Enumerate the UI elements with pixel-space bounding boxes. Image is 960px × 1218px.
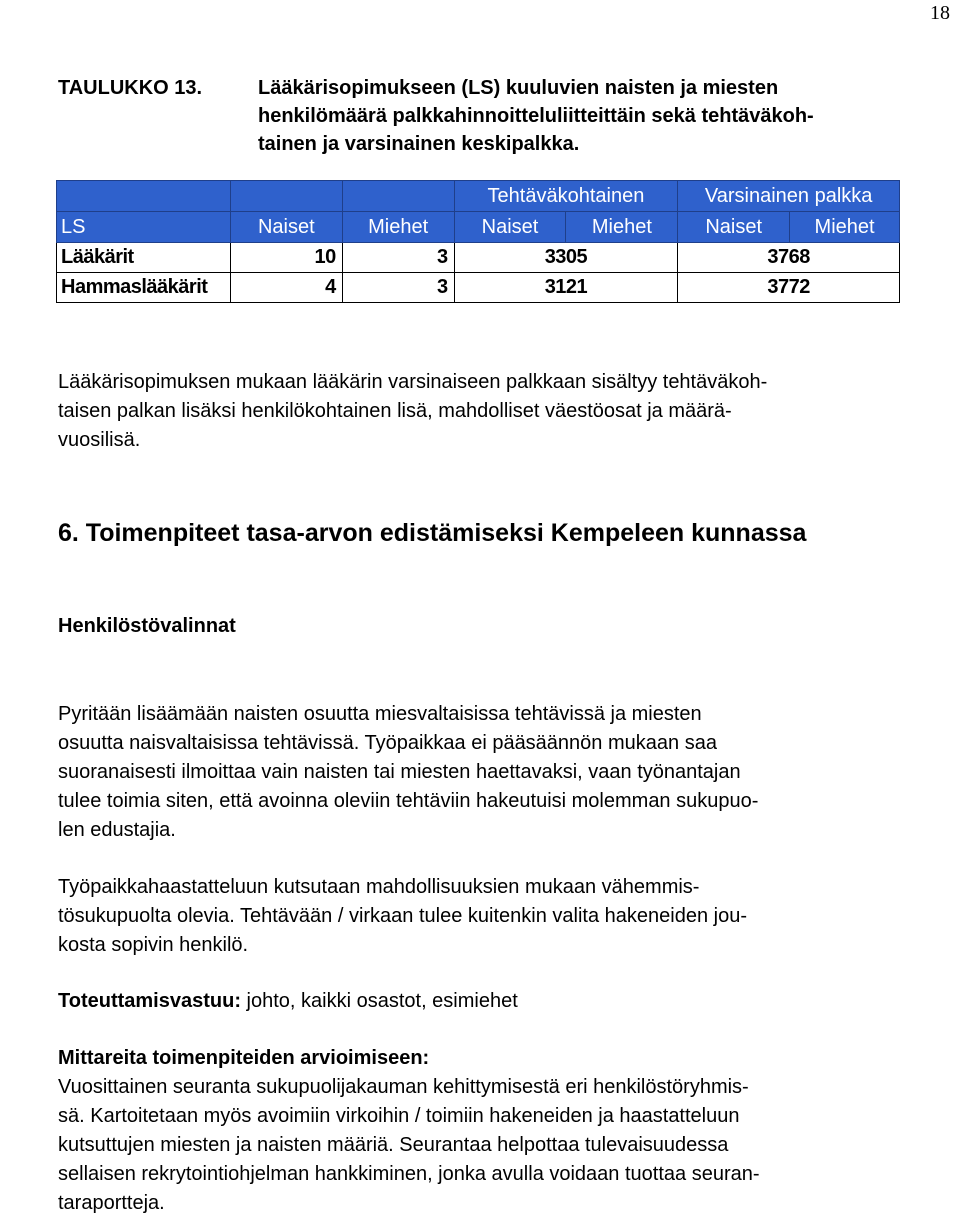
text-line: sellaisen rekrytointiohjelman hankkiminen, jonka avulla voidaan tuottaa seuran- (58, 1163, 760, 1185)
header-cell: Miehet (790, 212, 900, 243)
table-row (57, 273, 900, 303)
header-cell: Miehet (566, 212, 678, 243)
row-name: Lääkärit (57, 243, 231, 273)
section-heading: 6. Toimenpiteet tasa-arvon edistämiseksi Kempeleen kunnassa (58, 519, 807, 547)
text-line: Vuosittainen seuranta sukupuolijakauman kehittymisestä eri henkilöstöryhmis- (58, 1076, 749, 1098)
header-group-varsinainen: Varsinainen palkka (678, 181, 900, 212)
header-cell (230, 181, 342, 212)
table-row (57, 243, 900, 273)
measures (58, 1044, 938, 1218)
caption-label: TAULUKKO 13. (58, 77, 203, 99)
text-line: tulee toimia siten, että avoinna oleviin tehtäviin hakeutuisi molemman sukupuo- (58, 790, 759, 812)
cell-tehtavakohtainen: 3305 (454, 243, 678, 273)
cell-varsinainen: 3772 (678, 273, 900, 303)
responsibility-text: johto, kaikki osastot, esimiehet (240, 990, 518, 1012)
subheading: Henkilöstövalinnat (58, 615, 236, 637)
text-line: osuutta naisvaltaisissa tehtävissä. Työpaikkaa ei pääsäännön mukaan saa (58, 732, 717, 754)
caption-line: Lääkärisopimukseen (LS) kuuluvien naisten ja miesten (258, 77, 779, 99)
responsibility (58, 987, 928, 1016)
paragraph-interviews (58, 873, 928, 960)
cell-miehet: 3 (342, 243, 454, 273)
table-header-top (57, 181, 900, 212)
measures-label: Mittareita toimenpiteiden arvioimiseen: (58, 1047, 430, 1069)
text-line: Työpaikkahaastatteluun kutsutaan mahdollisuuksien mukaan vähemmis- (58, 876, 700, 898)
cell-tehtavakohtainen: 3121 (454, 273, 678, 303)
header-cell: Miehet (342, 212, 454, 243)
header-cell (57, 181, 231, 212)
header-cell: Naiset (230, 212, 342, 243)
text-line: taisen palkan lisäksi henkilökohtainen lisä, mahdolliset väestöosat ja määrä- (58, 400, 732, 422)
text-line: kutsuttujen miesten ja naisten määriä. Seurantaa helpottaa tulevaisuudessa (58, 1134, 729, 1156)
cell-naiset: 10 (230, 243, 342, 273)
responsibility-label: Toteuttamisvastuu: (58, 990, 241, 1012)
header-group-tehtavakohtainen: Tehtäväkohtainen (454, 181, 678, 212)
header-cell: Naiset (454, 212, 566, 243)
text-line: suoranaisesti ilmoittaa vain naisten tai miesten haettavaksi, vaan työnantajan (58, 761, 741, 783)
caption-line: henkilömäärä palkkahinnoitteluliitteittäin sekä tehtäväkoh- (258, 105, 814, 127)
salary-table (56, 180, 900, 303)
text-line: taraportteja. (58, 1192, 165, 1214)
caption-line: tainen ja varsinainen keskipalkka. (258, 133, 580, 155)
cell-naiset: 4 (230, 273, 342, 303)
table-header (57, 212, 900, 243)
paragraph-recruitment (58, 700, 928, 845)
text-line: kosta sopivin henkilö. (58, 934, 249, 956)
caption-text (258, 74, 948, 158)
page-number: 18 (930, 2, 950, 24)
text-line: tösukupuolta olevia. Tehtävään / virkaan tulee kuitenkin valita hakeneiden jou- (58, 905, 747, 927)
text-line: len edustajia. (58, 819, 176, 841)
text-line: Pyritään lisäämään naisten osuutta miesvaltaisissa tehtävissä ja miesten (58, 703, 702, 725)
header-cell: LS (57, 212, 231, 243)
text-line: sä. Kartoitetaan myös avoimiin virkoihin / toimiin hakeneiden ja haastatteluun (58, 1105, 740, 1127)
text-line: Lääkärisopimuksen mukaan lääkärin varsinaiseen palkkaan sisältyy tehtäväkoh- (58, 371, 768, 393)
paragraph-salary-note (58, 368, 938, 455)
cell-miehet: 3 (342, 273, 454, 303)
row-name: Hammaslääkärit (57, 273, 231, 303)
cell-varsinainen: 3768 (678, 243, 900, 273)
header-cell (342, 181, 454, 212)
text-line: vuosilisä. (58, 429, 141, 451)
header-cell: Naiset (678, 212, 790, 243)
